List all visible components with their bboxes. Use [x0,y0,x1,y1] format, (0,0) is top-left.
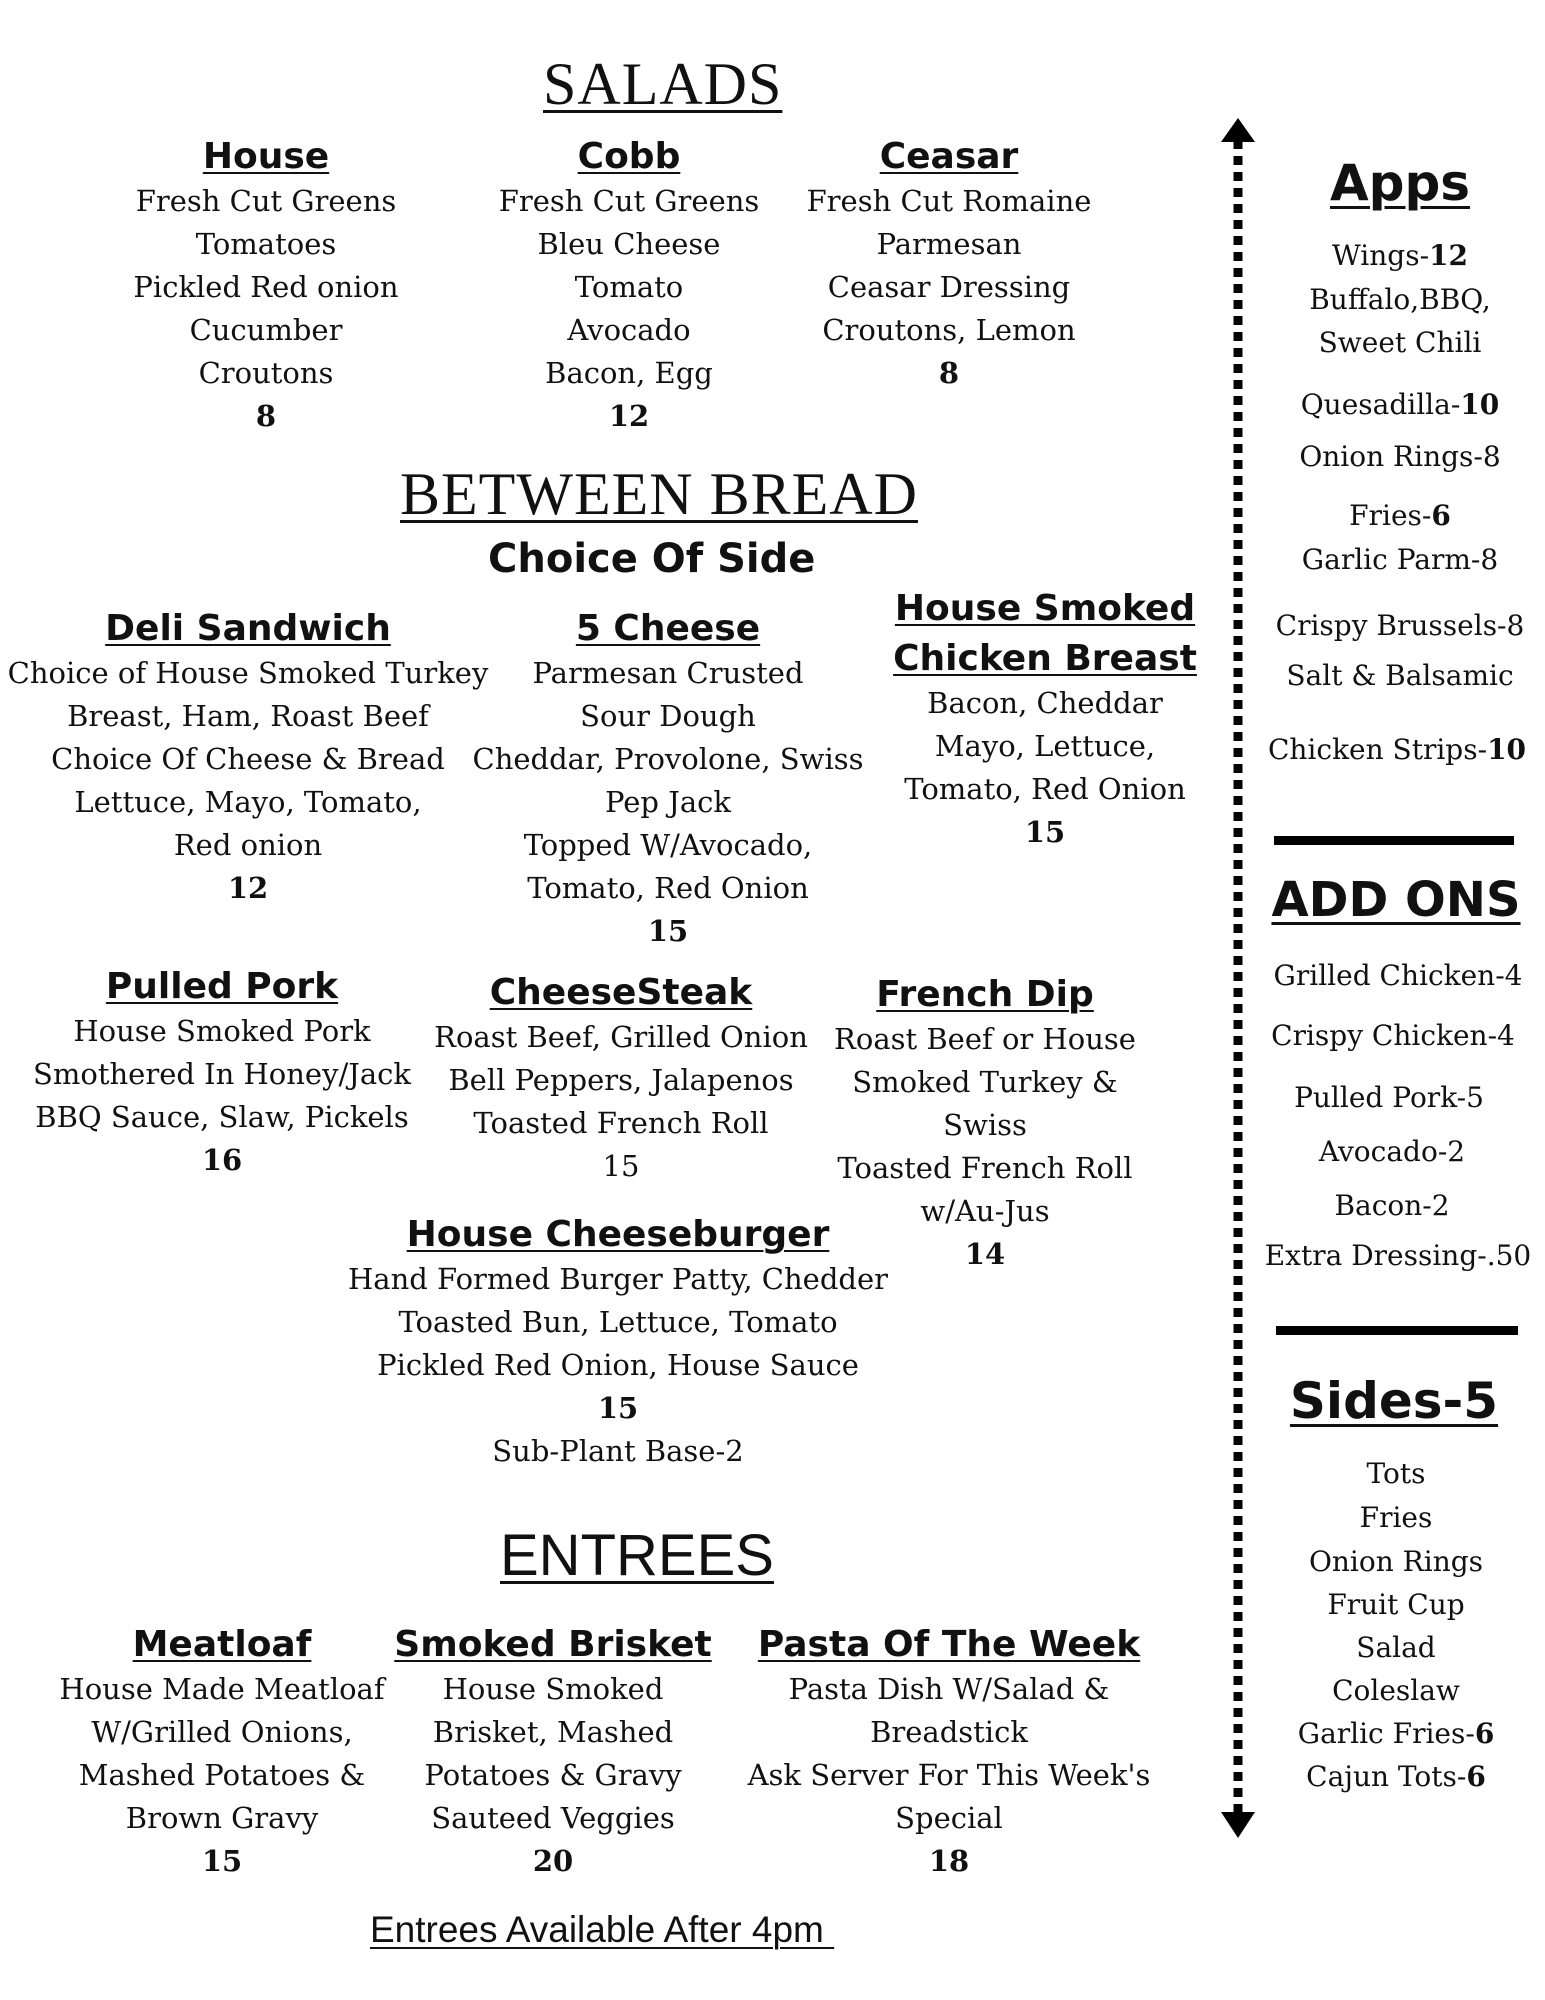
item-name: CheeseSteak [489,972,753,1013]
item-price: 18 [928,1844,970,1878]
item-desc: Roast Beef, Grilled Onion [434,1020,808,1054]
item-desc: Sauteed Veggies [431,1801,675,1835]
item-desc: Swiss [943,1108,1027,1142]
item-desc: Choice Of Cheese & Bread [51,742,445,776]
app-item: Quesadilla-10 [1300,388,1500,421]
side-item: Garlic Fries-6 [1297,1717,1495,1750]
add-on-item: Pulled Pork-5 [1294,1081,1484,1114]
item-desc: Brisket, Mashed [432,1715,674,1749]
item-price: 15 [647,914,689,948]
item-desc: Parmesan Crusted [532,656,804,690]
item-desc: Tomato [574,270,684,304]
sandwich-smoked-chicken [893,586,1197,854]
item-desc: Pickled Red onion [133,270,399,304]
item-price: 15 [1024,815,1066,849]
item-name: 5 Cheese [575,608,761,649]
divider-rule [1276,1326,1518,1335]
add-on-item: Bacon-2 [1334,1189,1450,1222]
item-desc: House Smoked [442,1672,664,1706]
item-desc: Bell Peppers, Jalapenos [448,1063,794,1097]
salads-heading: SALADS [543,51,783,117]
add-on-item: Grilled Chicken-4 [1273,959,1523,992]
item-desc: Avocado [567,313,691,347]
sides-heading: Sides-5 [1289,1372,1499,1430]
item-desc: Smoked Turkey & [852,1065,1118,1099]
item-desc: Topped W/Avocado, [523,828,813,862]
app-item: Sweet Chili [1318,326,1482,359]
add-on-item: Avocado-2 [1318,1135,1466,1168]
item-desc: Ceasar Dressing [827,270,1071,304]
sandwich-deli [8,606,489,910]
item-price: 15 [602,1149,640,1183]
item-name: Meatloaf [132,1624,312,1665]
item-desc: W/Grilled Onions, [91,1715,353,1749]
item-price: 20 [532,1844,574,1878]
app-item: Wings-12 [1332,239,1468,272]
item-extra: Sub-Plant Base-2 [492,1434,744,1468]
app-item: Fries-6 [1349,499,1451,532]
item-desc: Potatoes & Gravy [424,1758,682,1792]
side-item: Tots [1366,1457,1426,1490]
item-desc: Fresh Cut Greens [498,184,760,218]
side-item: Salad [1356,1631,1436,1664]
app-item: Chicken Strips-10 [1267,733,1527,766]
entrees-availability-note: Entrees Available After 4pm [370,1909,835,1950]
item-price: 15 [597,1391,639,1425]
item-desc: Choice of House Smoked Turkey [7,656,489,690]
item-name: Ceasar [879,136,1019,177]
item-desc: Croutons, Lemon [822,313,1076,347]
salad-house [133,134,398,438]
side-item: Cajun Tots-6 [1306,1760,1486,1793]
item-desc: BBQ Sauce, Slaw, Pickels [35,1100,409,1134]
side-item: Coleslaw [1332,1674,1460,1707]
item-desc: Pasta Dish W/Salad & [788,1672,1110,1706]
item-price: 16 [201,1143,243,1177]
item-price: 15 [201,1844,243,1878]
apps-heading: Apps [1329,154,1471,212]
entrees-heading: ENTREES [500,1523,774,1588]
item-name: French Dip [876,974,1094,1015]
side-item: Fruit Cup [1327,1588,1465,1621]
item-name: Deli Sandwich [105,608,391,649]
salad-ceasar [807,134,1092,395]
item-desc: Fresh Cut Greens [135,184,397,218]
add-on-item: Crispy Chicken-4 [1271,1019,1515,1052]
item-desc: Toasted French Roll [473,1106,769,1140]
item-name: House Smoked [894,588,1196,629]
item-price: 8 [938,356,960,390]
item-desc: House Made Meatloaf [59,1672,385,1706]
item-desc: Bacon, Egg [545,356,713,390]
sandwich-pulled-pork [33,964,411,1182]
item-desc: Pep Jack [605,785,731,819]
item-desc: Hand Formed Burger Patty, Chedder [348,1262,888,1296]
entree-meatloaf [59,1622,384,1883]
item-desc: Cucumber [189,313,343,347]
sandwich-cheesesteak [434,970,808,1188]
item-name: Cobb [577,136,681,177]
item-desc: w/Au-Jus [920,1194,1050,1228]
between-bread-heading: BETWEEN BREAD [400,461,918,527]
item-desc: Red onion [173,828,323,862]
item-name: Chicken Breast [893,638,1197,679]
app-item: Onion Rings-8 [1299,440,1501,473]
item-name: Pulled Pork [105,966,339,1007]
item-desc: Sour Dough [580,699,756,733]
item-desc: Bacon, Cheddar [927,686,1163,720]
item-desc: Breadstick [870,1715,1028,1749]
item-desc: Breast, Ham, Roast Beef [67,699,429,733]
item-price: 12 [608,399,650,433]
item-desc: Ask Server For This Week's [747,1758,1151,1792]
entree-smoked-brisket [394,1622,711,1883]
item-price: 12 [227,871,269,905]
item-desc: Croutons [198,356,334,390]
item-name: House Cheeseburger [406,1214,830,1255]
item-desc: House Smoked Pork [73,1014,371,1048]
item-desc: Fresh Cut Romaine [806,184,1092,218]
item-name: House [202,136,330,177]
item-desc: Smothered In Honey/Jack [33,1057,411,1091]
item-desc: Mayo, Lettuce, [934,729,1156,763]
add-ons-heading: ADD ONS [1271,872,1521,928]
item-desc: Cheddar, Provolone, Swiss [472,742,864,776]
item-name: Smoked Brisket [394,1624,712,1665]
sandwich-5-cheese [473,606,864,953]
item-desc: Roast Beef or House [834,1022,1136,1056]
item-desc: Toasted Bun, Lettuce, Tomato [398,1305,838,1339]
item-desc: Lettuce, Mayo, Tomato, [74,785,422,819]
item-desc: Bleu Cheese [537,227,721,261]
sandwich-house-cheeseburger [348,1212,888,1473]
app-item: Buffalo,BBQ, [1309,283,1491,316]
entree-pasta-of-the-week [748,1622,1151,1883]
item-desc: Pickled Red Onion, House Sauce [377,1348,859,1382]
app-item: Salt & Balsamic [1286,659,1514,692]
item-name: Pasta Of The Week [757,1624,1141,1665]
app-item: Garlic Parm-8 [1301,543,1499,576]
item-desc: Special [895,1801,1003,1835]
item-desc: Parmesan [876,227,1022,261]
app-item: Crispy Brussels-8 [1275,609,1525,642]
item-price: 8 [255,399,277,433]
item-desc: Tomato, Red Onion [527,871,809,905]
item-desc: Brown Gravy [125,1801,319,1835]
salad-cobb [499,134,760,438]
add-on-item: Extra Dressing-.50 [1264,1239,1532,1272]
item-price: 14 [964,1237,1006,1271]
item-desc: Mashed Potatoes & [78,1758,366,1792]
vertical-divider-arrow-icon [1208,118,1268,1838]
item-desc: Tomato, Red Onion [904,772,1186,806]
item-desc: Toasted French Roll [837,1151,1133,1185]
side-item: Fries [1359,1501,1433,1534]
between-bread-subtitle: Choice Of Side [488,536,816,582]
divider-rule [1274,836,1514,845]
item-desc: Tomatoes [195,227,337,261]
side-item: Onion Rings [1308,1545,1484,1578]
